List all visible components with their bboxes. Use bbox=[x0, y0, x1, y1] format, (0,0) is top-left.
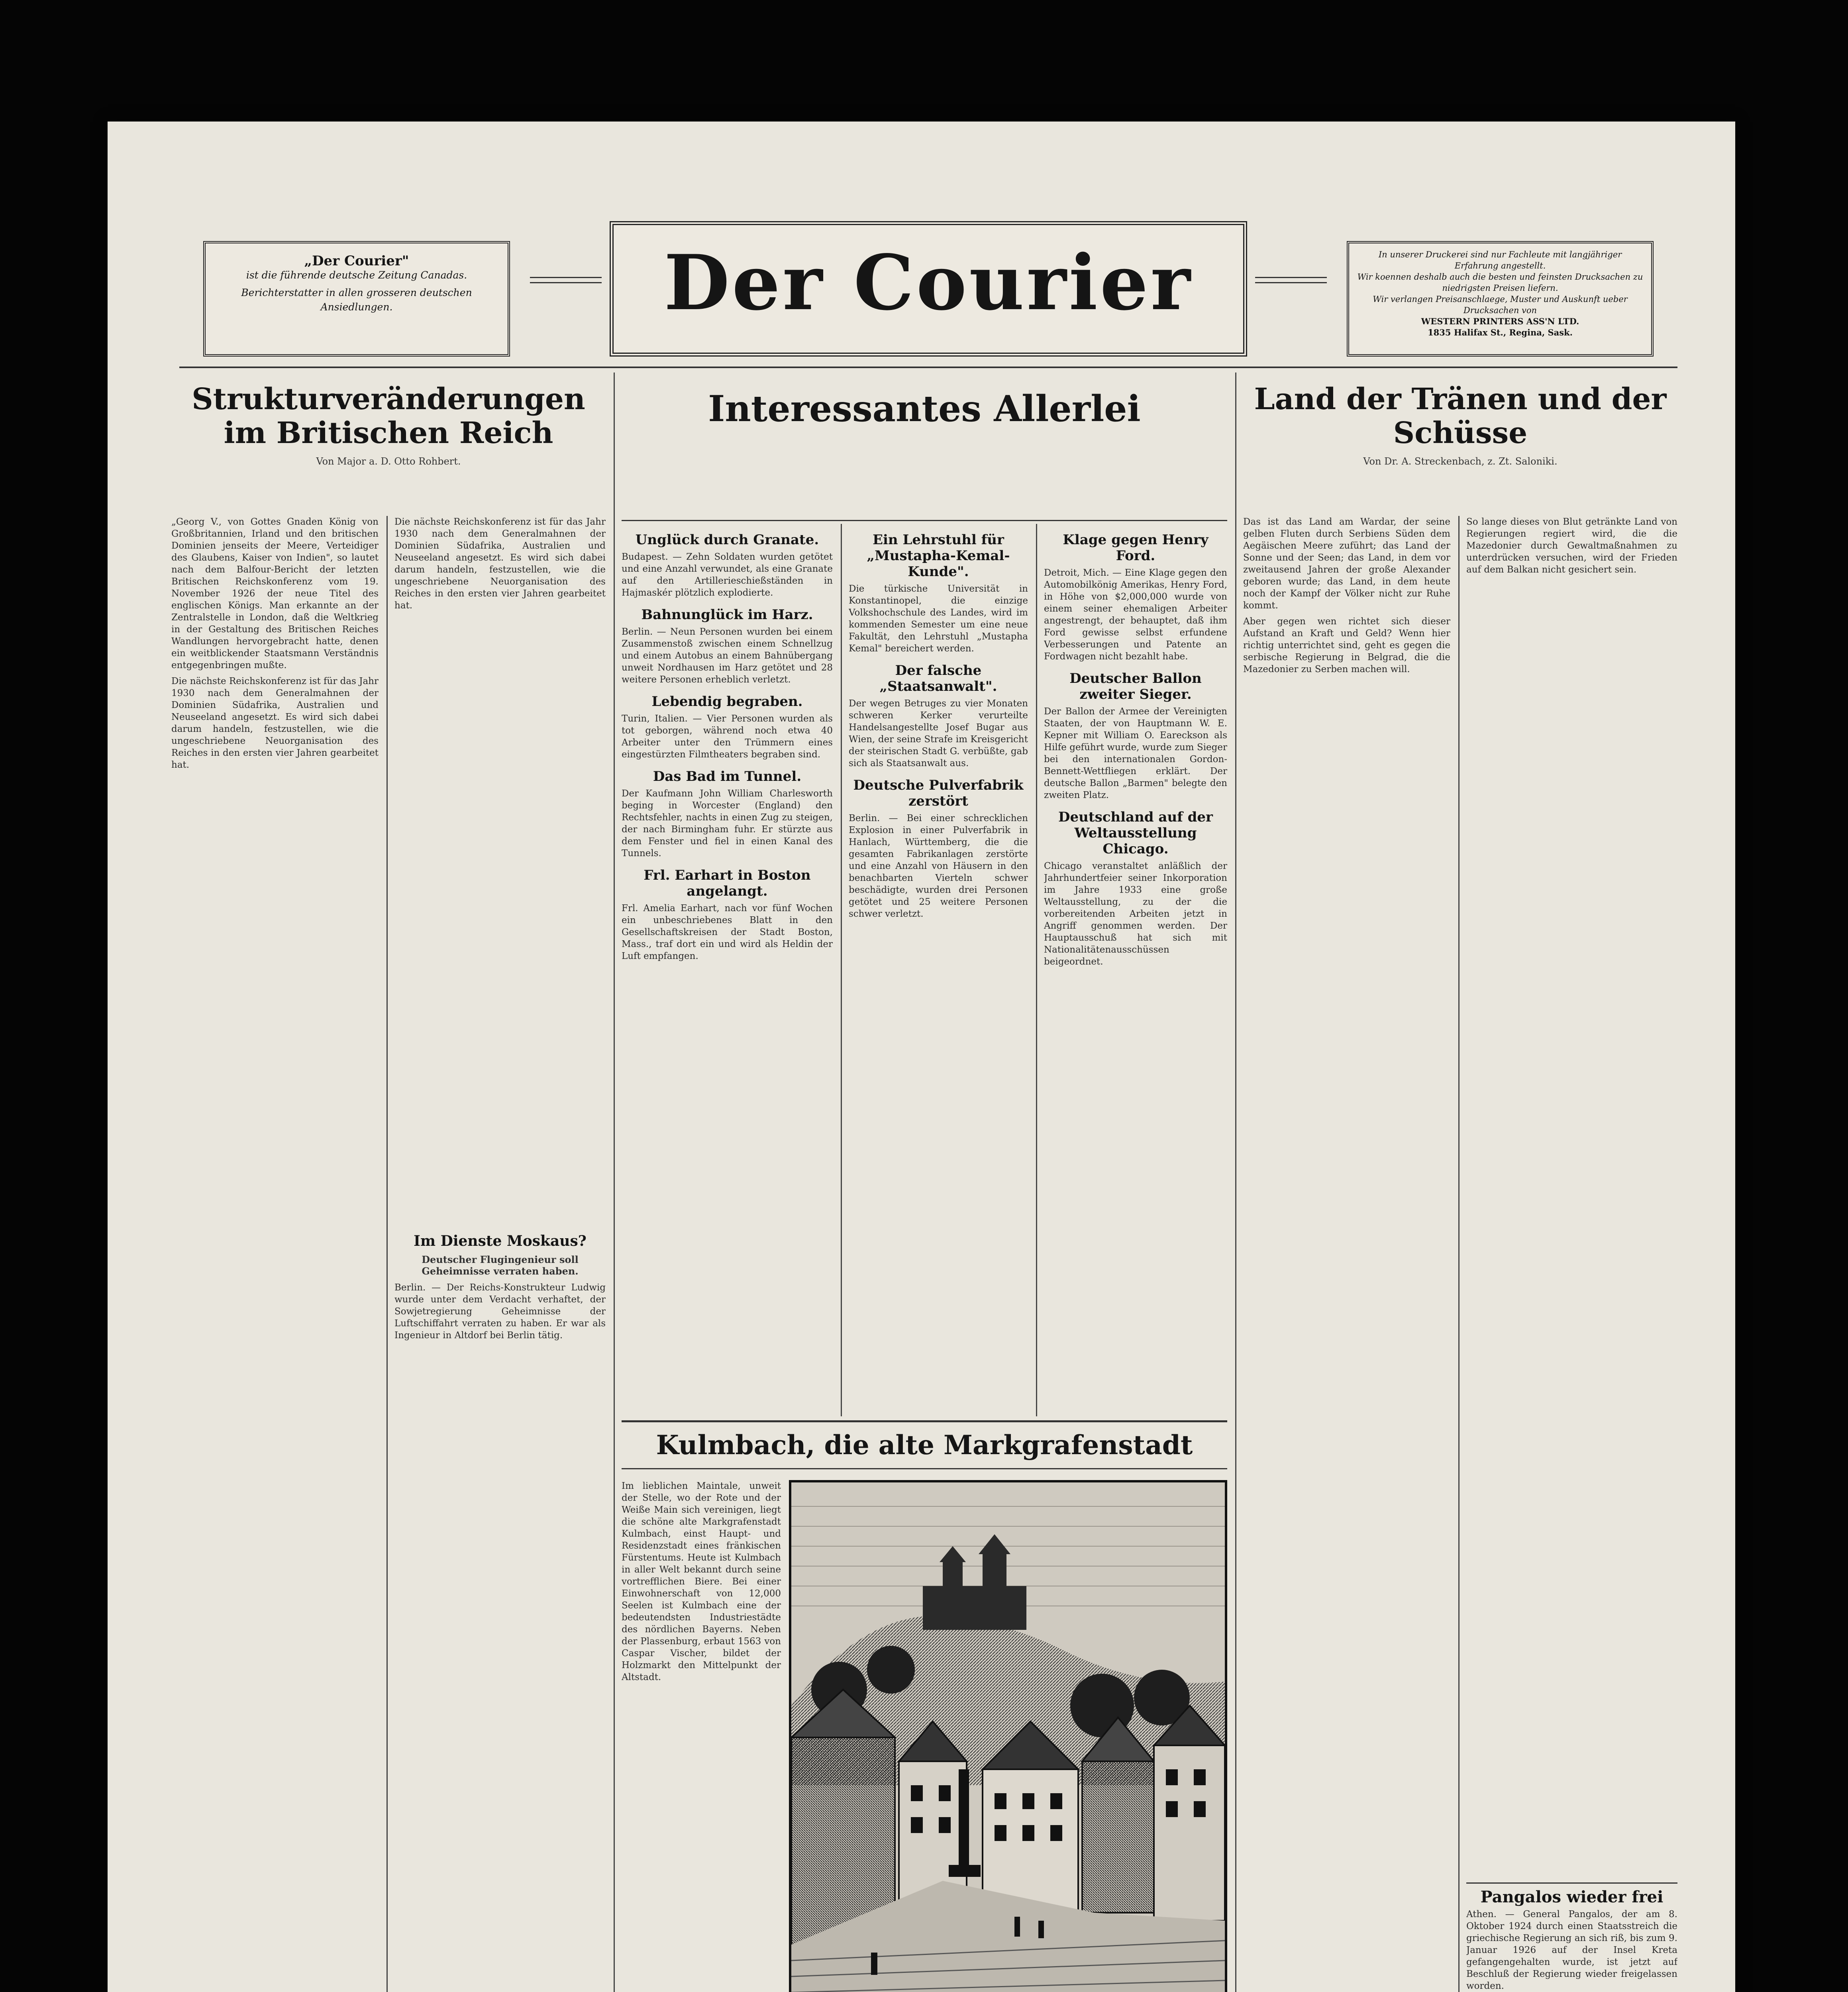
col3-story1-text: Die türkische Universität in Konstantinopel, die einzige Volkshochschule des Landes, wird im kommenden Semester um eine neue Fakultät, den Lehrstuhl „Mustapha Kemal" bereichert werden. bbox=[849, 584, 1028, 654]
col1-sub-headline: Im Dienste Moskaus? bbox=[414, 1233, 587, 1249]
col3-story3-text: Berlin. — Bei einer schrecklichen Explosion in einer Pulverfabrik in Hanlach, Württemberg, die die gesamten Fabrikanlagen zerstörte und eine Anzahl von Häusern in den benachbarten Vierteln schwer beschädigte, wurden drei Personen getötet und 25 weitere Personen schwer verletzt. bbox=[849, 813, 1028, 919]
col1-text-b bbox=[394, 516, 606, 1221]
col1-sub-text: Berlin. — Der Reichs-Konstrukteur Ludwig wurde unter dem Verdacht verhaftet, der Sowjetregierung Geheimnisse der Luftschiffahrt verraten zu haben. Er war als Ingenieur in Altdorf bei Berlin tätig. bbox=[394, 1282, 606, 1341]
townscape-image bbox=[791, 1482, 1225, 1992]
left-box-line2: Berichterstatter in allen grosseren deutschen Ansiedlungen. bbox=[241, 287, 472, 313]
col5-headline: Land der Tränen und der Schüsse bbox=[1254, 382, 1667, 451]
col2-story5-title: Frl. Earhart in Boston angelangt. bbox=[643, 867, 811, 899]
col5-paragraph-1: Das ist das Land am Wardar, der seine gelben Fluten durch Serbiens Süden dem Aegäischen Meere zuführt; das Land der Sonne und der Seen; das Land, in dem vor zweitausend Jahren der große Alexander geboren wurde; das Land, in dem heute noch der Kampf der Völker nicht zur Ruhe kommt. bbox=[1243, 517, 1450, 611]
right-box-line4: WESTERN PRINTERS ASS'N LTD. bbox=[1421, 316, 1579, 326]
col3-stories bbox=[849, 532, 1028, 928]
feature-head-rule bbox=[622, 1468, 1227, 1469]
masthead-ornament-right bbox=[1255, 277, 1327, 283]
feature-left-text: Im lieblichen Maintale, unweit der Stelle, wo der Rote und der Weiße Main sich vereinigen, liegt die schöne alte Markgrafenstadt Kulmbach, einst Haupt- und Residenzstadt eines fränkischen Fürstentums. Heute ist Kulmbach in aller Welt bekannt durch seine vortrefflichen Biere. Bei einer Einwohnerschaft von 12,000 Seelen ist Kulmbach eine der bedeutendsten Industriestädte des nördlichen Bayerns. Neben der Plassenburg, erbaut 1563 von Caspar Vischer, bildet der Holzmarkt den Mittelpunkt der Altstadt. bbox=[622, 1481, 781, 1682]
col2-story3-text: Turin, Italien. — Vier Personen wurden als tot geborgen, während noch etwa 40 Arbeiter unter den Trümmern eines eingestürzten Filmtheaters begraben sind. bbox=[622, 714, 833, 760]
col5-text-b bbox=[1466, 516, 1677, 1992]
right-box-line5: 1835 Halifax St., Regina, Sask. bbox=[1428, 327, 1573, 337]
col4-story3-title: Deutschland auf der Weltausstellung Chicago. bbox=[1058, 809, 1213, 857]
col1-paragraph-2: Die nächste Reichskonferenz ist für das Jahr 1930 nach dem Generalmahnen der Dominien Südafrika, Australien und Neuseeland angesetzt. Es wird sich dabei darum handeln, festzustellen, wie die ungeschriebene Neuorganisation des Reiches in den ersten vier Jahren gearbeitet hat. bbox=[171, 676, 379, 770]
col4-stories bbox=[1044, 532, 1227, 976]
col1-byline: Von Major a. D. Otto Rohbert. bbox=[316, 456, 461, 467]
feature-headline: Kulmbach, die alte Markgrafenstadt bbox=[656, 1429, 1193, 1461]
col5-story1-text: Athen. — General Pangalos, der am 8. Oktober 1924 durch einen Staatsstreich die griechische Regierung an sich riß, bis zum 9. Januar 1926 auf der Insel Kreta gefangengehalten wurde, ist jetzt auf Beschluß der Regierung wieder freigelassen worden. bbox=[1466, 1909, 1677, 1991]
col5-story1-title: Pangalos wieder frei bbox=[1480, 1888, 1664, 1906]
col2-story2-text: Berlin. — Neun Personen wurden bei einem Zusammenstoß zwischen einem Schnellzug und einem Autobus an einem Bahnübergang unweit Nordhausen im Harz getötet und 28 weitere Personen erheblich verletzt. bbox=[622, 627, 833, 685]
col4-story3-text: Chicago veranstaltet anläßlich der Jahrhundertfeier seiner Inkorporation im Jahre 1933 eine große Weltausstellung, zu der die vorbereitenden Arbeiten jetzt in Angriff genommen werden. Der Hauptausschuß hat sich mit Nationalitätenausschüssen beigeordnet. bbox=[1044, 861, 1227, 967]
right-box-line3: Wir verlangen Preisanschlaege, Muster und Auskunft ueber Drucksachen von bbox=[1373, 294, 1628, 315]
masthead-right-box bbox=[1347, 241, 1654, 357]
col5-story-rule bbox=[1466, 1882, 1677, 1884]
masthead-ornament-left bbox=[530, 277, 602, 283]
col2-stories bbox=[622, 532, 833, 970]
col3-story2-title: Der falsche „Staatsanwalt". bbox=[879, 663, 997, 694]
col2-story4-text: Der Kaufmann John William Charlesworth beging in Worcester (England) den Rechtsfehler, nachts in einen Zug zu steigen, der nach Birmingham fuhr. Er stürzte aus dem Fenster und fiel in einen Kanal des Tunnels. bbox=[622, 788, 833, 859]
column-rule-1 bbox=[614, 373, 615, 1992]
col4-story1-title: Klage gegen Henry Ford. bbox=[1063, 532, 1208, 564]
column-rule-4 bbox=[1235, 373, 1236, 1992]
paper-name-label: „Der Courier" bbox=[304, 253, 409, 269]
column-rule-2 bbox=[841, 524, 842, 1416]
col1-sub-note: Deutscher Flugingenieur soll Geheimnisse verraten haben. bbox=[422, 1254, 579, 1277]
col3-story2-text: Der wegen Betruges zu vier Monaten schweren Kerker verurteilte Handelsangestellte Josef Bugar aus Wien, der seine Strafe im Kreisgericht der steirischen Stadt G. verbüßte, gab sich als Staatsanwalt aus. bbox=[849, 698, 1028, 769]
col1-article bbox=[171, 382, 606, 467]
col2-head-rule bbox=[622, 520, 1227, 521]
col1-sub-article bbox=[394, 1233, 606, 1992]
col1-headline: Strukturveränderungen im Britischen Reich bbox=[192, 382, 585, 451]
col2-story1-title: Unglück durch Granate. bbox=[635, 532, 819, 548]
col5-inner-rule bbox=[1458, 516, 1460, 1992]
masthead-rule bbox=[179, 367, 1677, 368]
col5-byline: Von Dr. A. Streckenbach, z. Zt. Saloniki. bbox=[1363, 456, 1558, 467]
masthead-title: Der Courier bbox=[664, 238, 1193, 327]
col4-story2-text: Der Ballon der Armee der Vereinigten Staaten, der von Hauptmann W. E. Kepner mit William O. Eareckson als Hilfe geführt wurde, wurde zum Sieger bei den internationalen Gordon-Bennett-Wettfliegen erklärt. Der deutsche Ballon „Barmen" belegte den zweiten Platz. bbox=[1044, 706, 1227, 800]
right-box-line2: Wir koennen deshalb auch die besten und feinsten Drucksachen zu niedrigsten Preisen liefern. bbox=[1357, 272, 1643, 293]
kulmbach-illustration bbox=[789, 1480, 1227, 1992]
col2-story1-text: Budapest. — Zehn Soldaten wurden getötet und eine Anzahl verwundet, als eine Granate auf den Artillerieschießständen in Hajmaskér plötzlich explodierte. bbox=[622, 552, 833, 598]
col5-stories bbox=[1466, 1882, 1677, 1992]
col1-text-a bbox=[171, 516, 379, 1444]
left-box-line1: ist die führende deutsche Zeitung Canadas. bbox=[246, 269, 467, 281]
col2-headline: Interessantes Allerlei bbox=[708, 388, 1141, 430]
col1-paragraph-1: „Georg V., von Gottes Gnaden König von Großbritannien, Irland und den britischen Dominien jenseits der Meere, Verteidiger des Glaubens, Kaiser von Indien", so lautet nach dem Balfour-Bericht der letzten Britischen Reichskonferenz vom 19. November 1926 der neue Titel des englischen Königs. Man erkannte an der Zentralstelle in London, daß die Weltkrieg in der Gestaltung des Britischen Reiches Wandlungen hervorgebracht hatte, denen ein weitblickender Staatsmann Verständnis entgegenbringen mußte. bbox=[171, 517, 379, 671]
col5-paragraph-3: So lange dieses von Blut getränkte Land von Regierungen regiert wird, die die Mazedonier durch Gewaltmaßnahmen zu unterdrücken versuchen, wird der Frieden auf dem Balkan nicht gesichert sein. bbox=[1466, 517, 1677, 575]
col3-story1-title: Ein Lehrstuhl für „Mustapha-Kemal-Kunde". bbox=[867, 532, 1010, 580]
column-rule-3 bbox=[1036, 524, 1037, 1416]
newspaper-page bbox=[108, 122, 1735, 1992]
right-box-line1: In unserer Druckerei sind nur Fachleute mit langjähriger Erfahrung angestellt. bbox=[1378, 250, 1622, 271]
col2-story4-title: Das Bad im Tunnel. bbox=[653, 769, 802, 784]
col2-story5-text: Frl. Amelia Earhart, nach vor fünf Wochen ein unbeschriebenes Blatt in den Gesellschaftskreisen der Stadt Boston, Mass., traf dort ein und wird als Heldin der Luft empfangen. bbox=[622, 903, 833, 961]
col2-story2-title: Bahnunglück im Harz. bbox=[641, 607, 813, 623]
col1-inner-rule bbox=[386, 516, 388, 1992]
col4-story1-text: Detroit, Mich. — Eine Klage gegen den Automobilkönig Amerikas, Henry Ford, in Höhe von $2,000,000 wurde von einem seiner ehemaligen Arbeiter angestrengt, der behauptet, daß ihm Ford gewisse selbst erfundene Verbesserungen und Patente an Fordwagen nicht bezahlt habe. bbox=[1044, 568, 1227, 662]
col2-story3-title: Lebendig begraben. bbox=[651, 694, 803, 710]
col1-paragraph-2b: Die nächste Reichskonferenz ist für das Jahr 1930 nach dem Generalmahnen der Dominien Südafrika, Australien und Neuseeland angesetzt. Es wird sich dabei darum handeln, festzustellen, wie die ungeschriebene Neuorganisation des Reiches in den ersten vier Jahren gearbeitet hat. bbox=[394, 517, 606, 611]
feature-top-rule bbox=[622, 1420, 1227, 1422]
col4-story2-title: Deutscher Ballon zweiter Sieger. bbox=[1069, 671, 1202, 702]
col5-text-a bbox=[1243, 516, 1450, 1992]
masthead-title-frame bbox=[610, 221, 1247, 357]
masthead-left-box bbox=[203, 241, 510, 357]
col3-story3-title: Deutsche Pulverfabrik zerstört bbox=[853, 777, 1024, 809]
col5-article bbox=[1243, 382, 1677, 467]
col5-paragraph-2: Aber gegen wen richtet sich dieser Aufstand an Kraft und Geld? Wenn hier richtig unterrichtet sind, geht es gegen die serbische Regierung in Belgrad, die die Mazedonier zu Serben machen will. bbox=[1243, 616, 1450, 674]
